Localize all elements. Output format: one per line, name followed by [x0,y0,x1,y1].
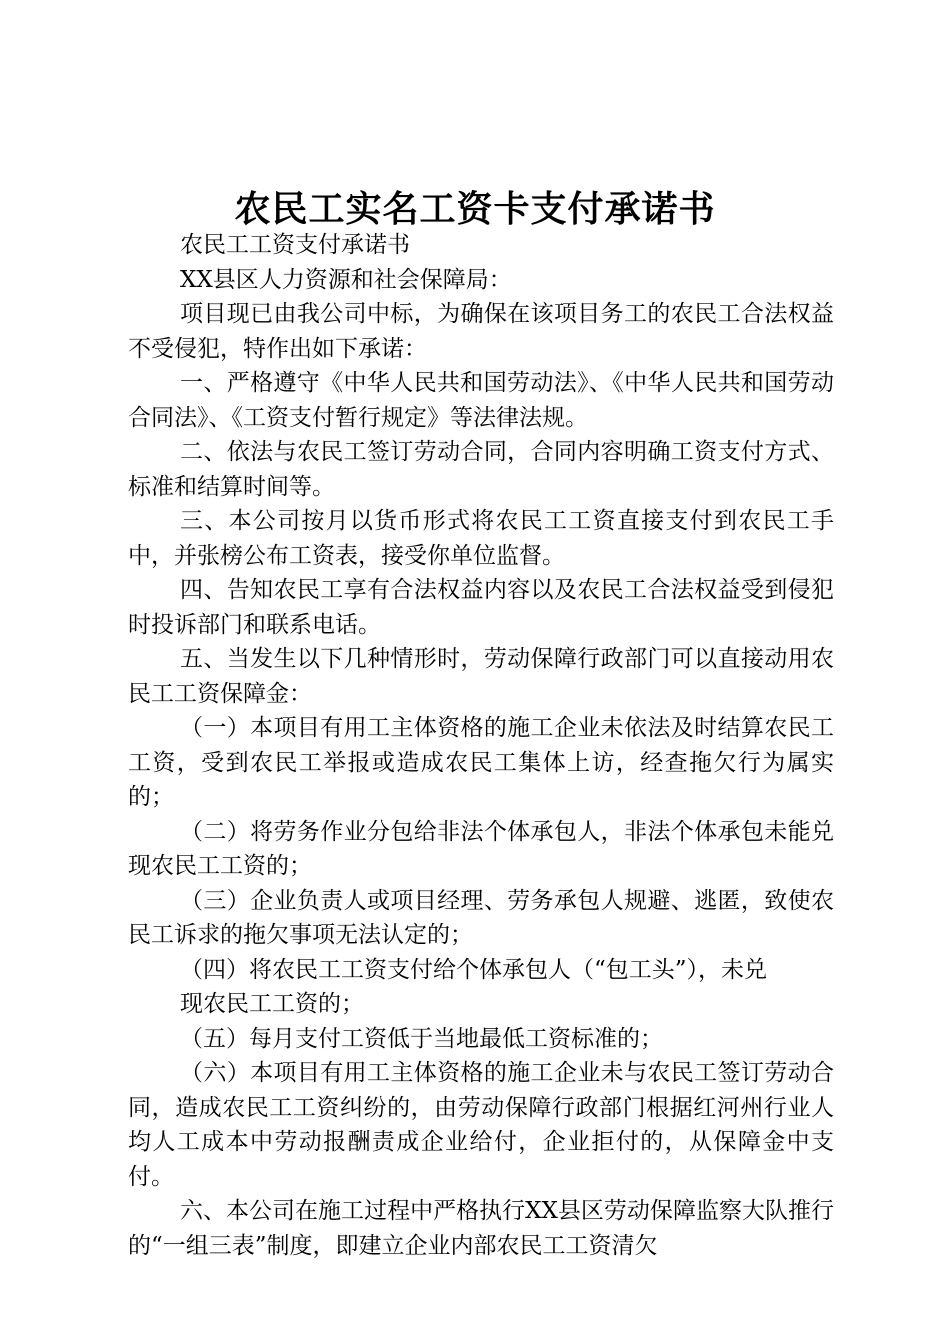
paragraph-sub-4-continued: 现农民工工资的； [180,991,364,1017]
paragraph-item-5: 五、当发生以下几种情形时，劳动保障行政部门可以直接动用农民工工资保障金： [128,646,834,707]
paragraph-item-1: 一、严格遵守《中华人民共和国劳动法》、《中华人民共和国劳动合同法》、《工资支付暂行规定》等法律法规。 [128,370,834,431]
document-title: 农民工实名工资卡支付承诺书 [234,188,716,230]
paragraph-sub-2: （二）将劳务作业分包给非法个体承包人，非法个体承包未能兑现农民工工资的； [128,818,834,879]
document-body [128,228,834,1263]
paragraph-intro: 项目现已由我公司中标，为确保在该项目务工的农民工合法权益不受侵犯，特作出如下承诺： [128,301,834,362]
paragraph-item-2: 二、依法与农民工签订劳动合同，合同内容明确工资支付方式、标准和结算时间等。 [128,439,834,500]
paragraph-heading: 农民工工资支付承诺书 [180,232,410,258]
paragraph-addressee: XX县区人力资源和社会保障局： [180,266,512,293]
paragraph-sub-5: （五）每月支付工资低于当地最低工资标准的； [180,1025,663,1052]
paragraph-item-3: 三、本公司按月以货币形式将农民工工资直接支付到农民工手中，并张榜公布工资表，接受你单位监督。 [128,508,834,569]
paragraph-sub-1: （一）本项目有用工主体资格的施工企业未依法及时结算农民工工资，受到农民工举报或造成农民工集体上访，经查拖欠行为属实的； [128,715,834,810]
paragraph-item-6: 六、本公司在施工过程中严格执行XX县区劳动保障监察大队推行的“一组三表”制度，即建立企业内部农民工工资清欠 [128,1198,834,1259]
paragraph-sub-4: （四）将农民工工资支付给个体承包人（“包工头”），未兑 [180,956,768,983]
paragraph-sub-3: （三）企业负责人或项目经理、劳务承包人规避、逃匿，致使农民工诉求的拖欠事项无法认定的； [128,887,834,948]
paragraph-item-4: 四、告知农民工享有合法权益内容以及农民工合法权益受到侵犯时投诉部门和联系电话。 [128,577,834,638]
paragraph-sub-6: （六）本项目有用工主体资格的施工企业未与农民工签订劳动合同，造成农民工工资纠纷的，由劳动保障行政部门根据红河州行业人均人工成本中劳动报酬责成企业给付，企业拒付的，从保障金中支付。 [128,1060,834,1190]
